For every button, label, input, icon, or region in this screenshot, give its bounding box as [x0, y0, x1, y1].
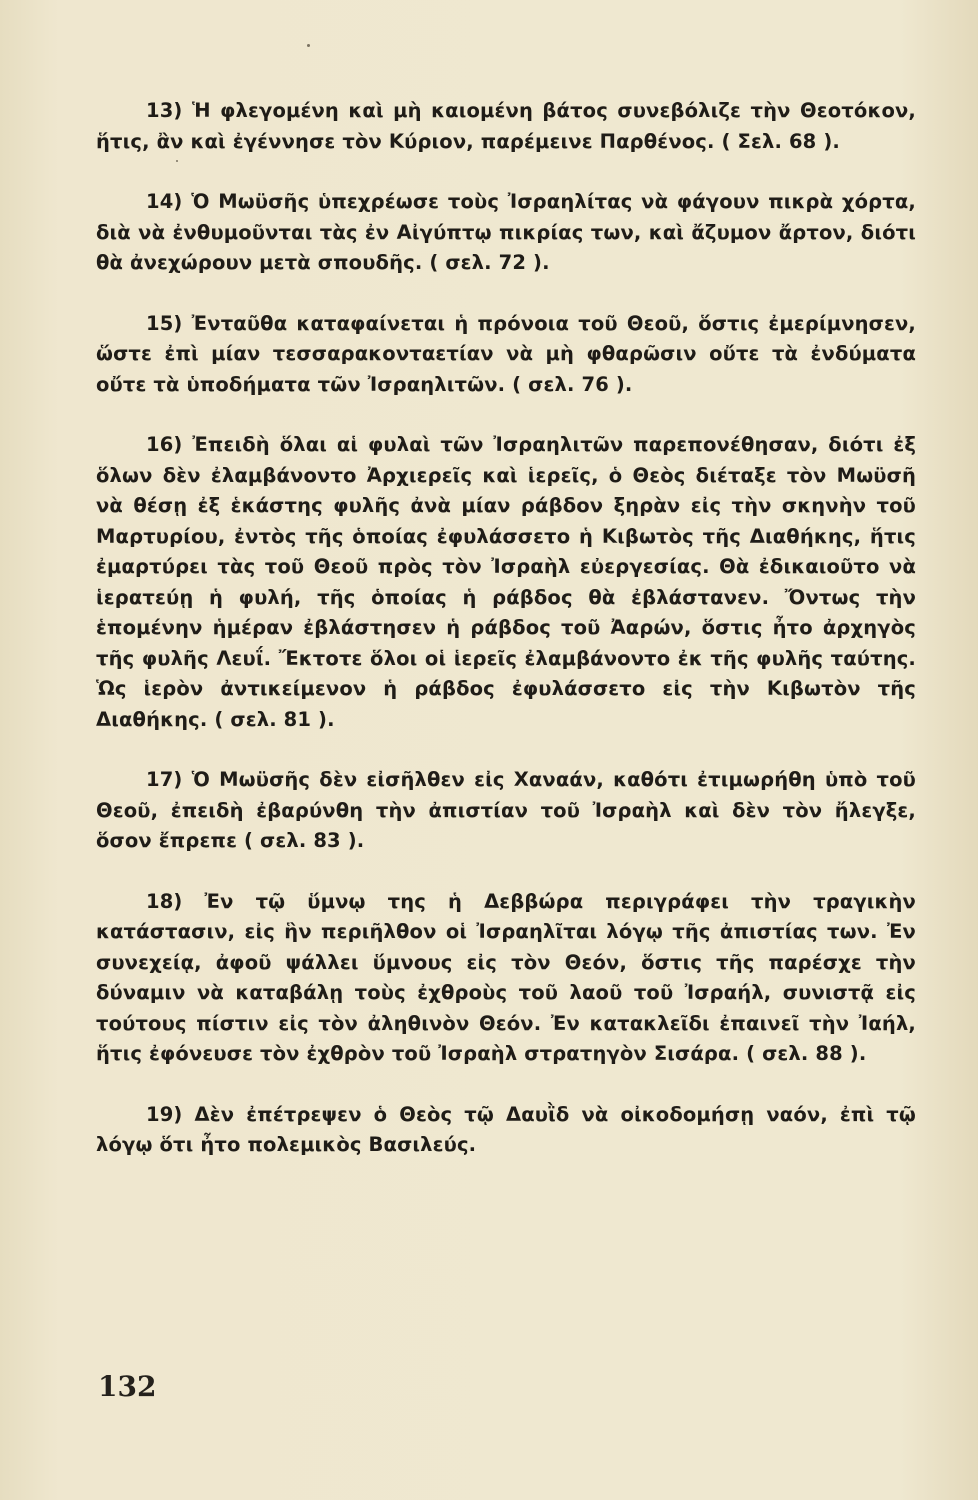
note-item-15: 15) Ἐνταῦθα καταφαίνεται ἡ πρόνοια τοῦ Θεοῦ, ὅστις ἐμερίμνησεν, ὥστε ἐπὶ μίαν τεσσαρακονταετίαν νὰ μὴ φθαρῶσιν οὔτε τὰ ἐνδύματα οὔτε τὰ ὑποδήματα τῶν Ἰσραηλιτῶν. ( σελ. 76 ). — [96, 311, 916, 396]
note-item-18: 18) Ἐν τῷ ὕμνῳ της ἡ Δεββώρα περιγράφει τὴν τραγικὴν κατάστασιν, εἰς ἣν περιῆλθον οἱ Ἰσραηλῖται λόγῳ τῆς ἀπιστίας των. Ἐν συνεχείᾳ, ἀφοῦ ψάλλει ὕμνους εἰς τὸν Θεόν, ὅστις τῆς παρέσχε τὴν δύναμιν νὰ καταβάλῃ τοὺς ἐχθροὺς τοῦ λαοῦ τοῦ Ἰσραήλ, συνιστᾷ εἰς τούτους πίστιν εἰς τὸν ἀληθινὸν Θεόν. Ἐν κατακλεῖδι ἐπαινεῖ τὴν Ἰαήλ, ἥτις ἐφόνευσε τὸν ἐχθρὸν τοῦ Ἰσραὴλ στρατηγὸν Σισάρα. ( σελ. 88 ). — [96, 889, 916, 1065]
paper-speck — [307, 44, 310, 47]
note-item-17: 17) Ὁ Μωϋσῆς δὲν εἰσῆλθεν εἰς Χαναάν, καθότι ἐτιμωρήθη ὑπὸ τοῦ Θεοῦ, ἐπειδὴ ἐβαρύνθη τὴν ἀπιστίαν τοῦ Ἰσραὴλ καὶ δὲν τὸν ἤλεγξε, ὅσον ἔπρεπε ( σελ. 83 ). — [96, 768, 916, 852]
note-item-19: 19) Δὲν ἐπέτρεψεν ὁ Θεὸς τῷ Δαυῒδ νὰ οἰκοδομήσῃ ναόν, ἐπὶ τῷ λόγῳ ὅτι ἦτο πολεμικὸς Βασιλεύς. — [96, 1102, 916, 1156]
note-item-16: 16) Ἐπειδὴ ὅλαι αἱ φυλαὶ τῶν Ἰσραηλιτῶν παρεπονέθησαν, διότι ἐξ ὅλων δὲν ἐλαμβάνοντο Ἀρχιερεῖς καὶ ἱερεῖς, ὁ Θεὸς διέταξε τὸν Μωϋσῆ νὰ θέσῃ ἐξ ἑκάστης φυλῆς ἀνὰ μίαν ράβδον ξηρὰν εἰς τὴν σκηνὴν τοῦ Μαρτυρίου, ἐντὸς τῆς ὁποίας ἐφυλάσσετο ἡ Κιβωτὸς τῆς Διαθήκης, ἥτις ἐμαρτύρει τὰς τοῦ Θεοῦ πρὸς τὸν Ἰσραὴλ εὐεργεσίας. Θὰ ἐδικαιοῦτο νὰ ἱερατεύῃ ἡ φυλή, τῆς ὁποίας ἡ ράβδος θὰ ἐβλάστανεν. Ὄντως τὴν ἑπομένην ἡμέραν ἐβλάστησεν ἡ ράβδος τοῦ Ἀαρών, ὅστις ἦτο ἀρχηγὸς τῆς φυλῆς Λευΐ. Ἔκτοτε ὅλοι οἱ ἱερεῖς ἐλαμβάνοντο ἐκ τῆς φυλῆς ταύτης. Ὡς ἱερὸν ἀντικείμενον ἡ ράβδος ἐφυλάσσετο εἰς τὴν Κιβωτὸν τῆς Διαθήκης. ( σελ. 81 ). — [96, 433, 916, 731]
notes-text-block — [96, 96, 916, 1191]
note-item-14: 14) Ὁ Μωϋσῆς ὑπεχρέωσε τοὺς Ἰσραηλίτας νὰ φάγουν πικρὰ χόρτα, διὰ νὰ ἐνθυμοῦνται τὰς ἐν Αἰγύπτῳ πικρίας των, καὶ ἄζυμον ἄρτον, διότι θὰ ἀνεχώρουν μετὰ σπουδῆς. ( σελ. 72 ). — [96, 190, 916, 274]
note-item-13: 13) Ἡ φλεγομένη καὶ μὴ καιομένη βάτος συνεβόλιζε τὴν Θεοτόκον, ἥτις, ἂν καὶ ἐγέννησε τὸν Κύριον, παρέμεινε Παρθένος. ( Σελ. 68 ). — [96, 99, 916, 153]
page-number: 132 — [98, 1370, 157, 1403]
